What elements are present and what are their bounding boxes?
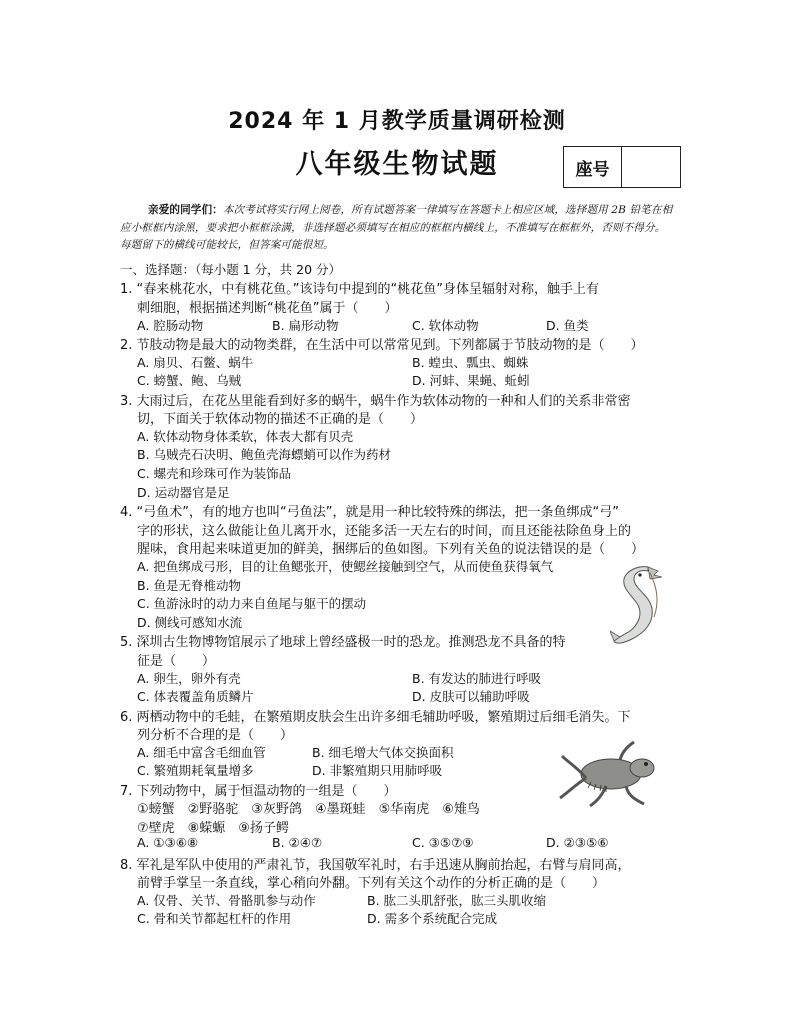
q7-option-a: A. ①③⑥⑧ [137,835,199,850]
q1-stem-line2: 刺细胞，根据描述判断“桃花鱼”属于（ ） [137,301,398,316]
q6-option-b: B. 细毛增大气体交换面积 [312,745,454,760]
notice-text: 本次考试将实行网上阅卷，所有试题答案一律填写在答题卡上相应区域，选择题用 2B 铅笔在相应小框框内涂黑，要求把小框框涂满，非选择题必须填写在相应的框框内横线上，不准填写在框框外，否则不得分。每题留下的横线可能较长，但答案可能很短。 [120,204,673,251]
q6-option-d: D. 非繁殖期只用肺呼吸 [312,763,443,778]
q4-option-d: D. 侧线可感知水流 [137,615,243,630]
q7-option-b: B. ②④⑦ [272,835,323,850]
q7-animals-line1: ①螃蟹 ②野骆驼 ③灰野鸽 ④墨斑蛙 ⑤华南虎 ⑥雉鸟 [137,802,480,817]
q4-stem-line1: 4. “弓鱼术”，有的地方也叫“弓鱼法”，就是用一种比较特殊的绑法，把一条鱼绑成“弓” [120,505,619,520]
seat-value [622,147,680,187]
q2-option-a: A. 扇贝、石鳖、蜗牛 [137,355,254,370]
q4-option-b: B. 鱼是无脊椎动物 [137,578,242,593]
hairy-frog-illustration [556,738,666,808]
q4-option-a: A. 把鱼绑成弓形，目的让鱼鳃张开，使鳃丝接触到空气，从而使鱼获得氧气 [137,559,554,574]
q5-stem-line2: 征是（ ） [137,654,216,669]
q7-stem: 7. 下列动物中，属于恒温动物的一组是（ ） [120,784,397,799]
seat-label: 座号 [564,147,622,187]
q7-option-c: C. ③⑤⑦⑨ [412,835,474,850]
q8-option-a: A. 仅骨、关节、骨骼肌参与动作 [137,893,316,908]
q5-option-c: C. 体表覆盖角质鳞片 [137,689,254,704]
q5-stem-line1: 5. 深圳古生物博物馆展示了地球上曾经盛极一时的恐龙。推测恐龙不具备的特 [120,635,566,650]
q3-stem-line2: 切，下面关于软体动物的描述不正确的是（ ） [137,412,424,427]
q1-option-d: D. 鱼类 [546,318,589,333]
q2-stem: 2. 节肢动物是最大的动物类群，在生活中可以常常见到。下列都属于节肢动物的是（ ） [120,338,644,353]
q2-option-d: D. 河蚌、果蝇、蚯蚓 [412,373,530,388]
q3-option-b: B. 乌贼壳石决明、鲍鱼壳海螵蛸可以作为药材 [137,447,392,462]
exam-title: 2024 年 1 月教学质量调研检测 [228,109,566,134]
q4-option-c: C. 鱼游泳时的动力来自鱼尾与躯干的摆动 [137,596,367,611]
exam-subtitle: 八年级生物试题 [295,149,499,180]
seat-number-box [563,146,681,188]
q7-option-d: D. ②③⑤⑥ [546,835,609,850]
q2-option-c: C. 螃蟹、鲍、乌贼 [137,373,242,388]
q8-option-c: C. 骨和关节都起杠杆的作用 [137,911,292,926]
q6-option-a: A. 细毛中富含毛细血管 [137,745,266,760]
q6-stem-line2: 列分析不合理的是（ ） [137,728,294,743]
q3-option-c: C. 螺壳和珍珠可作为装饰品 [137,466,292,481]
bow-fish-illustration [610,565,665,650]
q6-stem-line1: 6. 两栖动物中的毛蛙，在繁殖期皮肤会生出许多细毛辅助呼吸，繁殖期过后细毛消失。下 [120,710,631,725]
q1-option-b: B. 扁形动物 [272,318,339,333]
q4-stem-line2: 字的形状，这么做能让鱼儿离开水，还能多活一天左右的时间，而且还能祛除鱼身上的 [137,524,632,539]
notice-lead: 亲爱的同学们： [148,204,223,216]
q3-option-d: D. 运动器官是足 [137,485,230,500]
q8-stem-line1: 8. 军礼是军队中使用的严肃礼节，我国敬军礼时，右手迅速从胸前抬起，右臂与肩同高， [120,858,631,873]
q1-option-a: A. 腔肠动物 [137,318,204,333]
q7-animals-line2: ⑦壁虎 ⑧蝾螈 ⑨扬子鳄 [137,821,289,836]
q8-option-d: D. 需多个系统配合完成 [367,911,498,926]
q6-option-c: C. 繁殖期耗氧量增多 [137,763,254,778]
q8-stem-line2: 前臂手掌呈一条直线，掌心稍向外翻。下列有关这个动作的分析正确的是（ ） [137,876,606,891]
q5-option-d: D. 皮肤可以辅助呼吸 [412,689,530,704]
q8-option-b: B. 肱二头肌舒张，肱三头肌收缩 [367,893,547,908]
q5-option-a: A. 卵生，卵外有壳 [137,671,241,686]
q5-option-b: B. 有发达的肺进行呼吸 [412,671,542,686]
q3-stem-line1: 3. 大雨过后，在花丛里能看到好多的蜗牛，蜗牛作为软体动物的一种和人们的关系非常密 [120,394,631,409]
q4-stem-line3: 腥味，食用起来味道更加的鲜美，捆绑后的鱼如图。下列有关鱼的说法错误的是（ ） [137,542,645,557]
q2-option-b: B. 蝗虫、瓢虫、蜘蛛 [412,355,529,370]
q1-option-c: C. 软体动物 [412,318,479,333]
section-heading: 一、选择题：（每小题 1 分，共 20 分） [120,262,342,277]
q1-stem-line1: 1. “春来桃花水，中有桃花鱼。”该诗句中提到的“桃花鱼”身体呈辐射对称，触手上有 [120,282,599,297]
q3-option-a: A. 软体动物身体柔软，体表大都有贝壳 [137,429,354,444]
exam-notice [120,202,676,255]
